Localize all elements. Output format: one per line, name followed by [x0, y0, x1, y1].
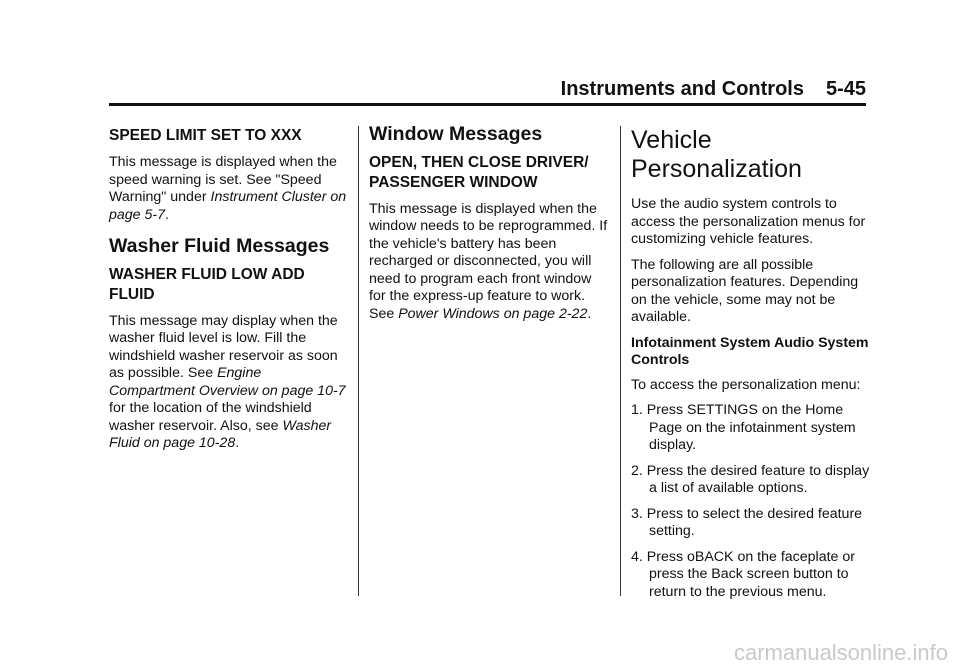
heading-washer-fluid: Washer Fluid Messages	[109, 235, 330, 257]
step-2: 2. Press the desired feature to display a list of available options.	[631, 462, 870, 496]
paragraph-window	[369, 201, 609, 324]
text: for the location of the windshield washer reservoir. Also, see	[109, 400, 312, 434]
column-divider-2	[620, 126, 621, 596]
heading-open-close-window: OPEN, THEN CLOSE DRIVER/ PASSENGER WINDOW	[369, 153, 589, 191]
paragraph-intro: Use the audio system controls to access the personalization menus for customizing vehicle features.	[631, 196, 866, 247]
steps-list	[631, 402, 871, 601]
page-header	[109, 78, 866, 106]
header-title: Instruments and Controls	[560, 78, 804, 100]
heading-window-messages: Window Messages	[369, 123, 543, 145]
text: BACK on the faceplate or press the Back screen button to return to the previous menu.	[649, 548, 855, 600]
column-divider-1	[358, 126, 359, 596]
heading-washer-low: WASHER FLUID LOW ADD FLUID	[109, 265, 305, 303]
subheading-audio-controls: Infotainment System Audio System Controls	[631, 334, 869, 368]
paragraph-features: The following are all possible personalization features. Depending on the vehicle, some may not be available.	[631, 256, 859, 325]
text: .	[587, 305, 592, 322]
column-3	[631, 126, 871, 609]
text: .	[165, 206, 169, 223]
watermark: carmanualsonline.info	[733, 640, 948, 665]
back-icon: o	[686, 548, 695, 565]
link-engine-compartment[interactable]: Engine Compartment Overview on page 10-7	[109, 365, 346, 399]
header-rule	[109, 103, 866, 106]
paragraph-access: To access the personalization menu:	[631, 376, 861, 393]
link-washer-fluid[interactable]: Washer Fluid on page 10-28	[109, 417, 332, 451]
column-2	[369, 123, 609, 331]
heading-vehicle-personalization: Vehicle Personalization	[631, 126, 802, 183]
paragraph-washer	[109, 313, 349, 453]
step-4	[631, 549, 871, 602]
link-instrument-cluster[interactable]: Instrument Cluster on page 5-7	[109, 189, 347, 223]
text: This message is displayed when the window needs to be reprogrammed. If the vehicle's battery has been recharged or disconnected, you will need to program each front window for the express-up feature to work. See	[369, 200, 608, 322]
text: This message is displayed when the speed warning is set. See "Speed Warning" under	[109, 154, 337, 205]
paragraph-speed	[109, 154, 349, 224]
text: .	[235, 435, 240, 451]
column-1	[109, 126, 349, 461]
link-power-windows[interactable]: Power Windows on page 2-22	[398, 305, 588, 322]
heading-speed-limit: SPEED LIMIT SET TO XXX	[109, 127, 302, 144]
text: This message may display when the washer fluid level is low. Fill the windshield washer reservoir as soon as possible. See	[109, 312, 338, 381]
step-3: 3. Press to select the desired feature setting.	[631, 505, 863, 539]
step-1: 1. Press SETTINGS on the Home Page on the infotainment system display.	[631, 402, 856, 453]
text: 4. Press	[631, 548, 687, 565]
page-number: 5-45	[825, 78, 866, 100]
